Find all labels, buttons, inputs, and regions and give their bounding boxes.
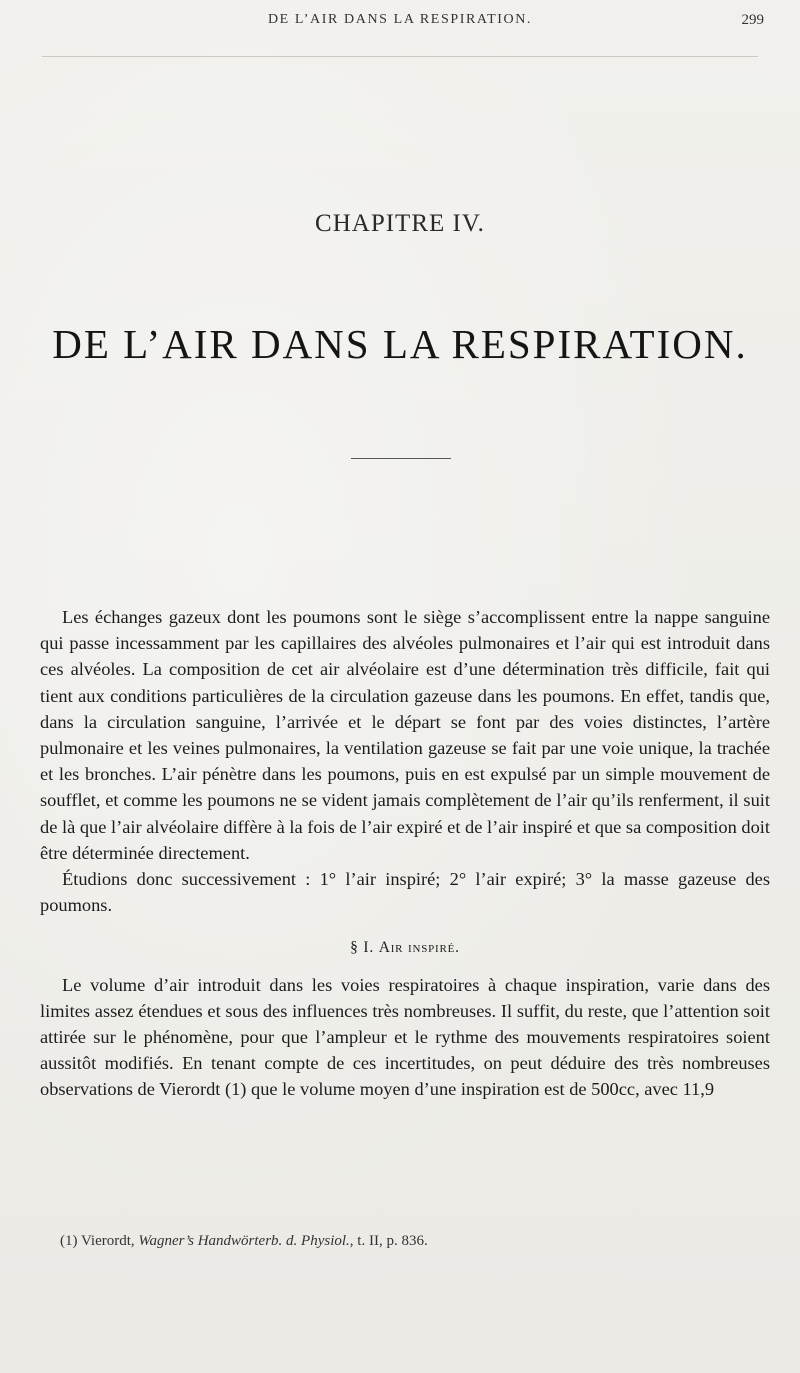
chapter-title: DE L’AIR DANS LA RESPIRATION. [52,321,748,367]
footnote-suffix: , t. II, p. 836. [349,1233,428,1249]
section-heading [40,935,770,961]
section-title: Air inspiré. [378,939,460,957]
chapter-number: CHAPITRE IV. [315,210,485,237]
header-rule [42,56,758,57]
paragraph: Le volume d’air introduit dans les voies respiratoires à chaque inspiration, varie dans des limites assez étendues et sous des influences très nombreuses. Il suffit, du reste, que l’attention soit attirée sur le phénomène, pour que l’ampleur et le rythme des mouvements respiratoires soient aussitôt modifiés. En tenant compte de ces incertitudes, on peut déduire des très nombreuses observations de Vierordt (1) que le volume moyen d’une inspiration est de 500cc, avec 11,9 [40,974,770,1100]
title-divider [351,458,451,459]
body-text [40,604,770,1103]
section-number: § I. [350,939,375,957]
footnote-work-title: Wagner’s Handwörterb. d. Physiol. [138,1233,350,1249]
footnote-prefix: (1) Vierordt, [60,1233,139,1249]
running-head: DE L’AIR DANS LA RESPIRATION. [267,12,533,27]
paragraph: Les échanges gazeux dont les poumons sont le siège s’accomplissent entre la nappe sanguine qui passe incessamment par les capillaires des alvéoles pulmonaires et l’air qui est introduit dans ces alvéoles. La composition de cet air alvéolaire est d’une détermination très difficile, fait qui tient aux conditions particulières de la circulation gazeuse dans les poumons. En effet, tandis que, dans la circulation sanguine, l’arrivée et le départ se font par des voies distinctes, l’artère pulmonaire et les veines pulmonaires, la ventilation gazeuse se fait par une voie unique, la trachée et les bronches. L’air pénètre dans les poumons, puis en est expulsé par un simple mouvement de soufflet, et comme les poumons ne se vident jamais complètement de l’air qu’ils renferment, il suit de là que l’air alvéolaire diffère à la fois de l’air expiré et de l’air inspiré et que sa composition doit être déterminée directement. [40,607,770,863]
page-number: 299 [741,12,764,28]
paragraph: Étudions donc successivement : 1° l’air inspiré; 2° l’air expiré; 3° la masse gazeuse des poumons. [40,869,770,916]
footnote [60,1233,428,1250]
page-header [0,12,800,36]
